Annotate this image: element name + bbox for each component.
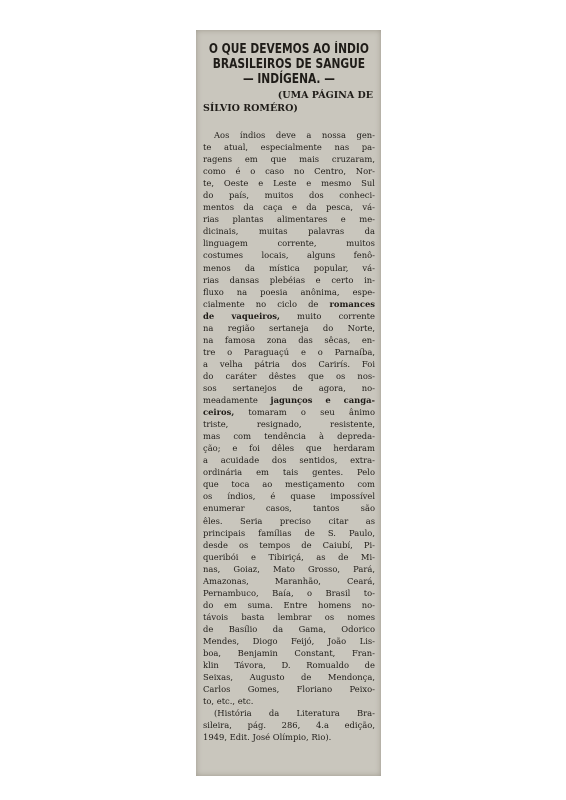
body-line: enumerar casos, tantos são bbox=[203, 503, 375, 514]
body-line: tre o Paraguaçú e o Parnaíba, bbox=[203, 346, 375, 357]
body-line: ceiros, tomaram o seu ânimo bbox=[203, 407, 375, 418]
body-line: dicinais, muitas palavras da bbox=[203, 226, 375, 237]
body-line: os índios, é quase impossível bbox=[203, 491, 375, 502]
subheadline bbox=[203, 89, 375, 115]
citation-line: sileira, pág. 286, 4.a edição, bbox=[203, 720, 375, 731]
headline bbox=[203, 42, 375, 87]
body-line: Carlos Gomes, Floriano Peixo- bbox=[203, 684, 375, 695]
bold-term: romances bbox=[329, 298, 375, 309]
body-line: Seixas, Augusto de Mendonça, bbox=[203, 672, 375, 683]
body-line: do país, muitos dos conheci- bbox=[203, 190, 375, 201]
source-citation bbox=[203, 707, 375, 743]
body-line: klin Távora, D. Romualdo de bbox=[203, 660, 375, 671]
body-line: a acuidade dos sentidos, extra- bbox=[203, 455, 375, 466]
body-line: Mendes, Diogo Feijó, João Lis- bbox=[203, 635, 375, 646]
body-line: na famosa zona das sêcas, en- bbox=[203, 334, 375, 345]
body-line: êles. Seria preciso citar as bbox=[203, 515, 375, 526]
body-line: principais famílias de S. Paulo, bbox=[203, 527, 375, 538]
subheadline-line: (UMA PÁGINA DE bbox=[277, 90, 373, 101]
body-line: mas com tendência à depreda- bbox=[203, 431, 375, 442]
headline-line: BRASILEIROS DE SANGUE bbox=[212, 57, 366, 72]
body-line: queribói e Tibiriçá, as de Mi- bbox=[203, 551, 375, 562]
body-line: costumes locais, alguns fenô- bbox=[203, 250, 375, 261]
citation-line: (História da Literatura Bra- bbox=[214, 708, 375, 719]
body-line: como é o caso no Centro, Nor- bbox=[203, 166, 375, 177]
body-line: cialmente no ciclo de romances bbox=[203, 298, 375, 309]
body-line: na região sertaneja do Norte, bbox=[203, 322, 375, 333]
body-line: linguagem corrente, muitos bbox=[203, 238, 375, 249]
body-line: te, Oeste e Leste e mesmo Sul bbox=[203, 178, 375, 189]
body-line: mentos da caça e da pesca, vá- bbox=[203, 202, 375, 213]
body-line: te atual, especialmente nas pa- bbox=[203, 142, 375, 153]
body-line: do em suma. Entre homens no- bbox=[203, 599, 375, 610]
body-line: boa, Benjamin Constant, Fran- bbox=[203, 648, 375, 659]
body-line: a velha pátria dos Carirís. Foi bbox=[203, 358, 375, 369]
body-line: ção; e foi dêles que herdaram bbox=[203, 443, 375, 454]
body-line: távois basta lembrar os nomes bbox=[203, 611, 375, 622]
body-line: to, etc., etc. bbox=[203, 696, 254, 707]
body-line: sos sertanejos de agora, no- bbox=[203, 382, 375, 393]
body-line: menos da mística popular, vá- bbox=[203, 262, 375, 273]
body-line: Aos índios deve a nossa gen- bbox=[214, 130, 375, 140]
article-body bbox=[203, 129, 375, 707]
body-line: rias plantas alimentares e me- bbox=[203, 214, 375, 225]
body-line: fluxo na poesia anônima, espe- bbox=[203, 286, 375, 297]
body-line: desde os tempos de Caiubí, Pi- bbox=[203, 539, 375, 550]
body-line: ragens em que mais cruzaram, bbox=[203, 154, 375, 165]
body-line: rias dansas plebéias e certo in- bbox=[203, 274, 375, 285]
body-line: triste, resignado, resistente, bbox=[203, 419, 375, 430]
body-line: Pernambuco, Baía, o Brasil to- bbox=[203, 587, 375, 598]
citation-line: 1949, Edit. José Olímpio, Rio). bbox=[203, 732, 332, 743]
bold-term: de vaqueiros, bbox=[203, 310, 280, 321]
body-line: nas, Goiaz, Mato Grosso, Pará, bbox=[203, 563, 375, 574]
bold-term: jagunços e canga- bbox=[270, 395, 375, 406]
body-line: meadamente jagunços e canga- bbox=[203, 395, 375, 406]
body-line: Amazonas, Maranhão, Ceará, bbox=[203, 575, 375, 586]
subheadline-line: SÍLVIO ROMÉRO) bbox=[203, 103, 298, 114]
body-line: ordinária em tais gentes. Pelo bbox=[203, 467, 375, 478]
headline-line: O QUE DEVEMOS AO ÍNDIO bbox=[209, 42, 370, 57]
headline-line: — INDÍGENA. — bbox=[243, 72, 335, 87]
body-line: que toca ao mestiçamento com bbox=[203, 479, 375, 490]
body-line: de vaqueiros, muito corrente bbox=[203, 310, 375, 321]
bold-term: ceiros, bbox=[203, 407, 235, 418]
body-line: de Basílio da Gama, Odorico bbox=[203, 623, 375, 634]
newspaper-clipping bbox=[196, 30, 381, 776]
body-line: do caráter dêstes que os nos- bbox=[203, 370, 375, 381]
